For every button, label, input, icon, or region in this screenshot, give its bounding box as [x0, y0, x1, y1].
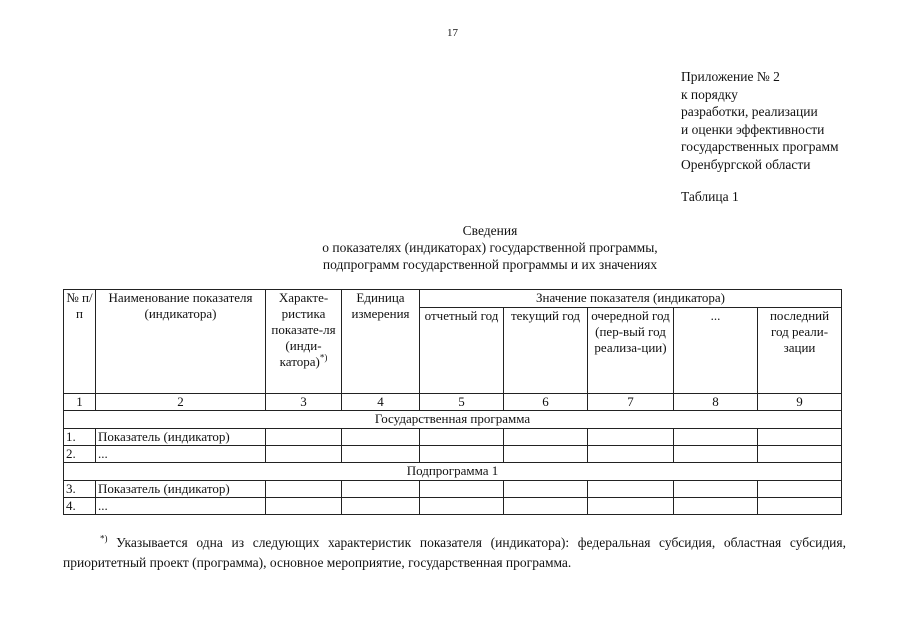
empty-cell	[420, 429, 504, 446]
appendix-line: Приложение № 2	[681, 69, 780, 84]
empty-cell	[342, 481, 420, 498]
column-number: 4	[342, 394, 420, 411]
empty-cell	[758, 446, 842, 463]
empty-cell	[674, 481, 758, 498]
row-number: 3.	[64, 481, 96, 498]
empty-cell	[266, 446, 342, 463]
empty-cell	[588, 498, 674, 515]
column-number: 5	[420, 394, 504, 411]
table-row	[64, 498, 842, 515]
empty-cell	[758, 481, 842, 498]
empty-cell	[342, 446, 420, 463]
appendix-line: и оценки эффективности	[681, 121, 825, 137]
row-name: Показатель (индикатор)	[96, 481, 266, 498]
header-characteristic	[266, 290, 342, 394]
footnote-mark: *)	[319, 352, 328, 363]
column-number: 1	[64, 394, 96, 411]
empty-cell	[342, 429, 420, 446]
header-name: Наименование показателя (индикатора)	[96, 290, 266, 394]
empty-cell	[758, 429, 842, 446]
page-number: 17	[447, 27, 458, 39]
column-numbers-row	[64, 394, 842, 411]
empty-cell	[266, 481, 342, 498]
table-row	[64, 481, 842, 498]
empty-cell	[420, 498, 504, 515]
heading-line: подпрограмм государственной программы и их значениях	[322, 257, 658, 272]
empty-cell	[266, 429, 342, 446]
document-heading	[250, 222, 730, 273]
table-label: Таблица 1	[681, 189, 739, 204]
empty-cell	[420, 481, 504, 498]
column-number: 2	[96, 394, 266, 411]
column-number: 9	[758, 394, 842, 411]
header-reporting-year: отчетный год	[420, 308, 504, 394]
section-subprogram: Подпрограмма 1	[64, 463, 842, 481]
header-unit: Единица измерения	[342, 290, 420, 394]
empty-cell	[504, 446, 588, 463]
table-row	[64, 429, 842, 446]
header-current-year: текущий год	[504, 308, 588, 394]
row-number: 4.	[64, 498, 96, 515]
empty-cell	[674, 446, 758, 463]
footnote-text: Указывается одна из следующих характеристик показателя (индикатора): федеральная субсидия, областная субсидия, приоритетный проект (программа), основное мероприятие, государственная программа.	[63, 535, 846, 570]
column-number: 7	[588, 394, 674, 411]
heading-line: о показателях (индикаторах) государственной программы,	[322, 240, 658, 255]
row-name: Показатель (индикатор)	[96, 429, 266, 446]
header-characteristic-text: Характе-ристика показате-ля (инди-катора)	[271, 290, 336, 369]
header-last-year: последний год реали-зации	[758, 308, 842, 394]
header-next-year: очередной год (пер-вый год реализа-ции)	[588, 308, 674, 394]
row-name: ...	[96, 446, 266, 463]
empty-cell	[504, 498, 588, 515]
indicators-table	[63, 289, 842, 515]
empty-cell	[420, 446, 504, 463]
appendix-line: разработки, реализации	[681, 104, 818, 119]
column-number: 6	[504, 394, 588, 411]
table-row	[64, 446, 842, 463]
empty-cell	[504, 481, 588, 498]
footnote	[63, 533, 846, 573]
empty-cell	[342, 498, 420, 515]
header-number: № п/п	[64, 290, 96, 394]
row-number: 1.	[64, 429, 96, 446]
empty-cell	[588, 481, 674, 498]
column-number: 3	[266, 394, 342, 411]
empty-cell	[266, 498, 342, 515]
appendix-line: Оренбургской области	[681, 156, 811, 172]
appendix-line: к порядку	[681, 86, 738, 102]
appendix-line: государственных программ	[681, 139, 839, 154]
empty-cell	[504, 429, 588, 446]
appendix-note	[681, 68, 839, 173]
empty-cell	[674, 498, 758, 515]
section-state-program: Государственная программа	[64, 411, 842, 429]
header-value-group: Значение показателя (индикатора)	[420, 290, 842, 308]
footnote-mark: *)	[100, 533, 108, 544]
empty-cell	[588, 429, 674, 446]
empty-cell	[674, 429, 758, 446]
column-number: 8	[674, 394, 758, 411]
row-number: 2.	[64, 446, 96, 463]
empty-cell	[758, 498, 842, 515]
header-ellipsis: ...	[674, 308, 758, 394]
empty-cell	[588, 446, 674, 463]
heading-line: Сведения	[462, 223, 518, 238]
row-name: ...	[96, 498, 266, 515]
